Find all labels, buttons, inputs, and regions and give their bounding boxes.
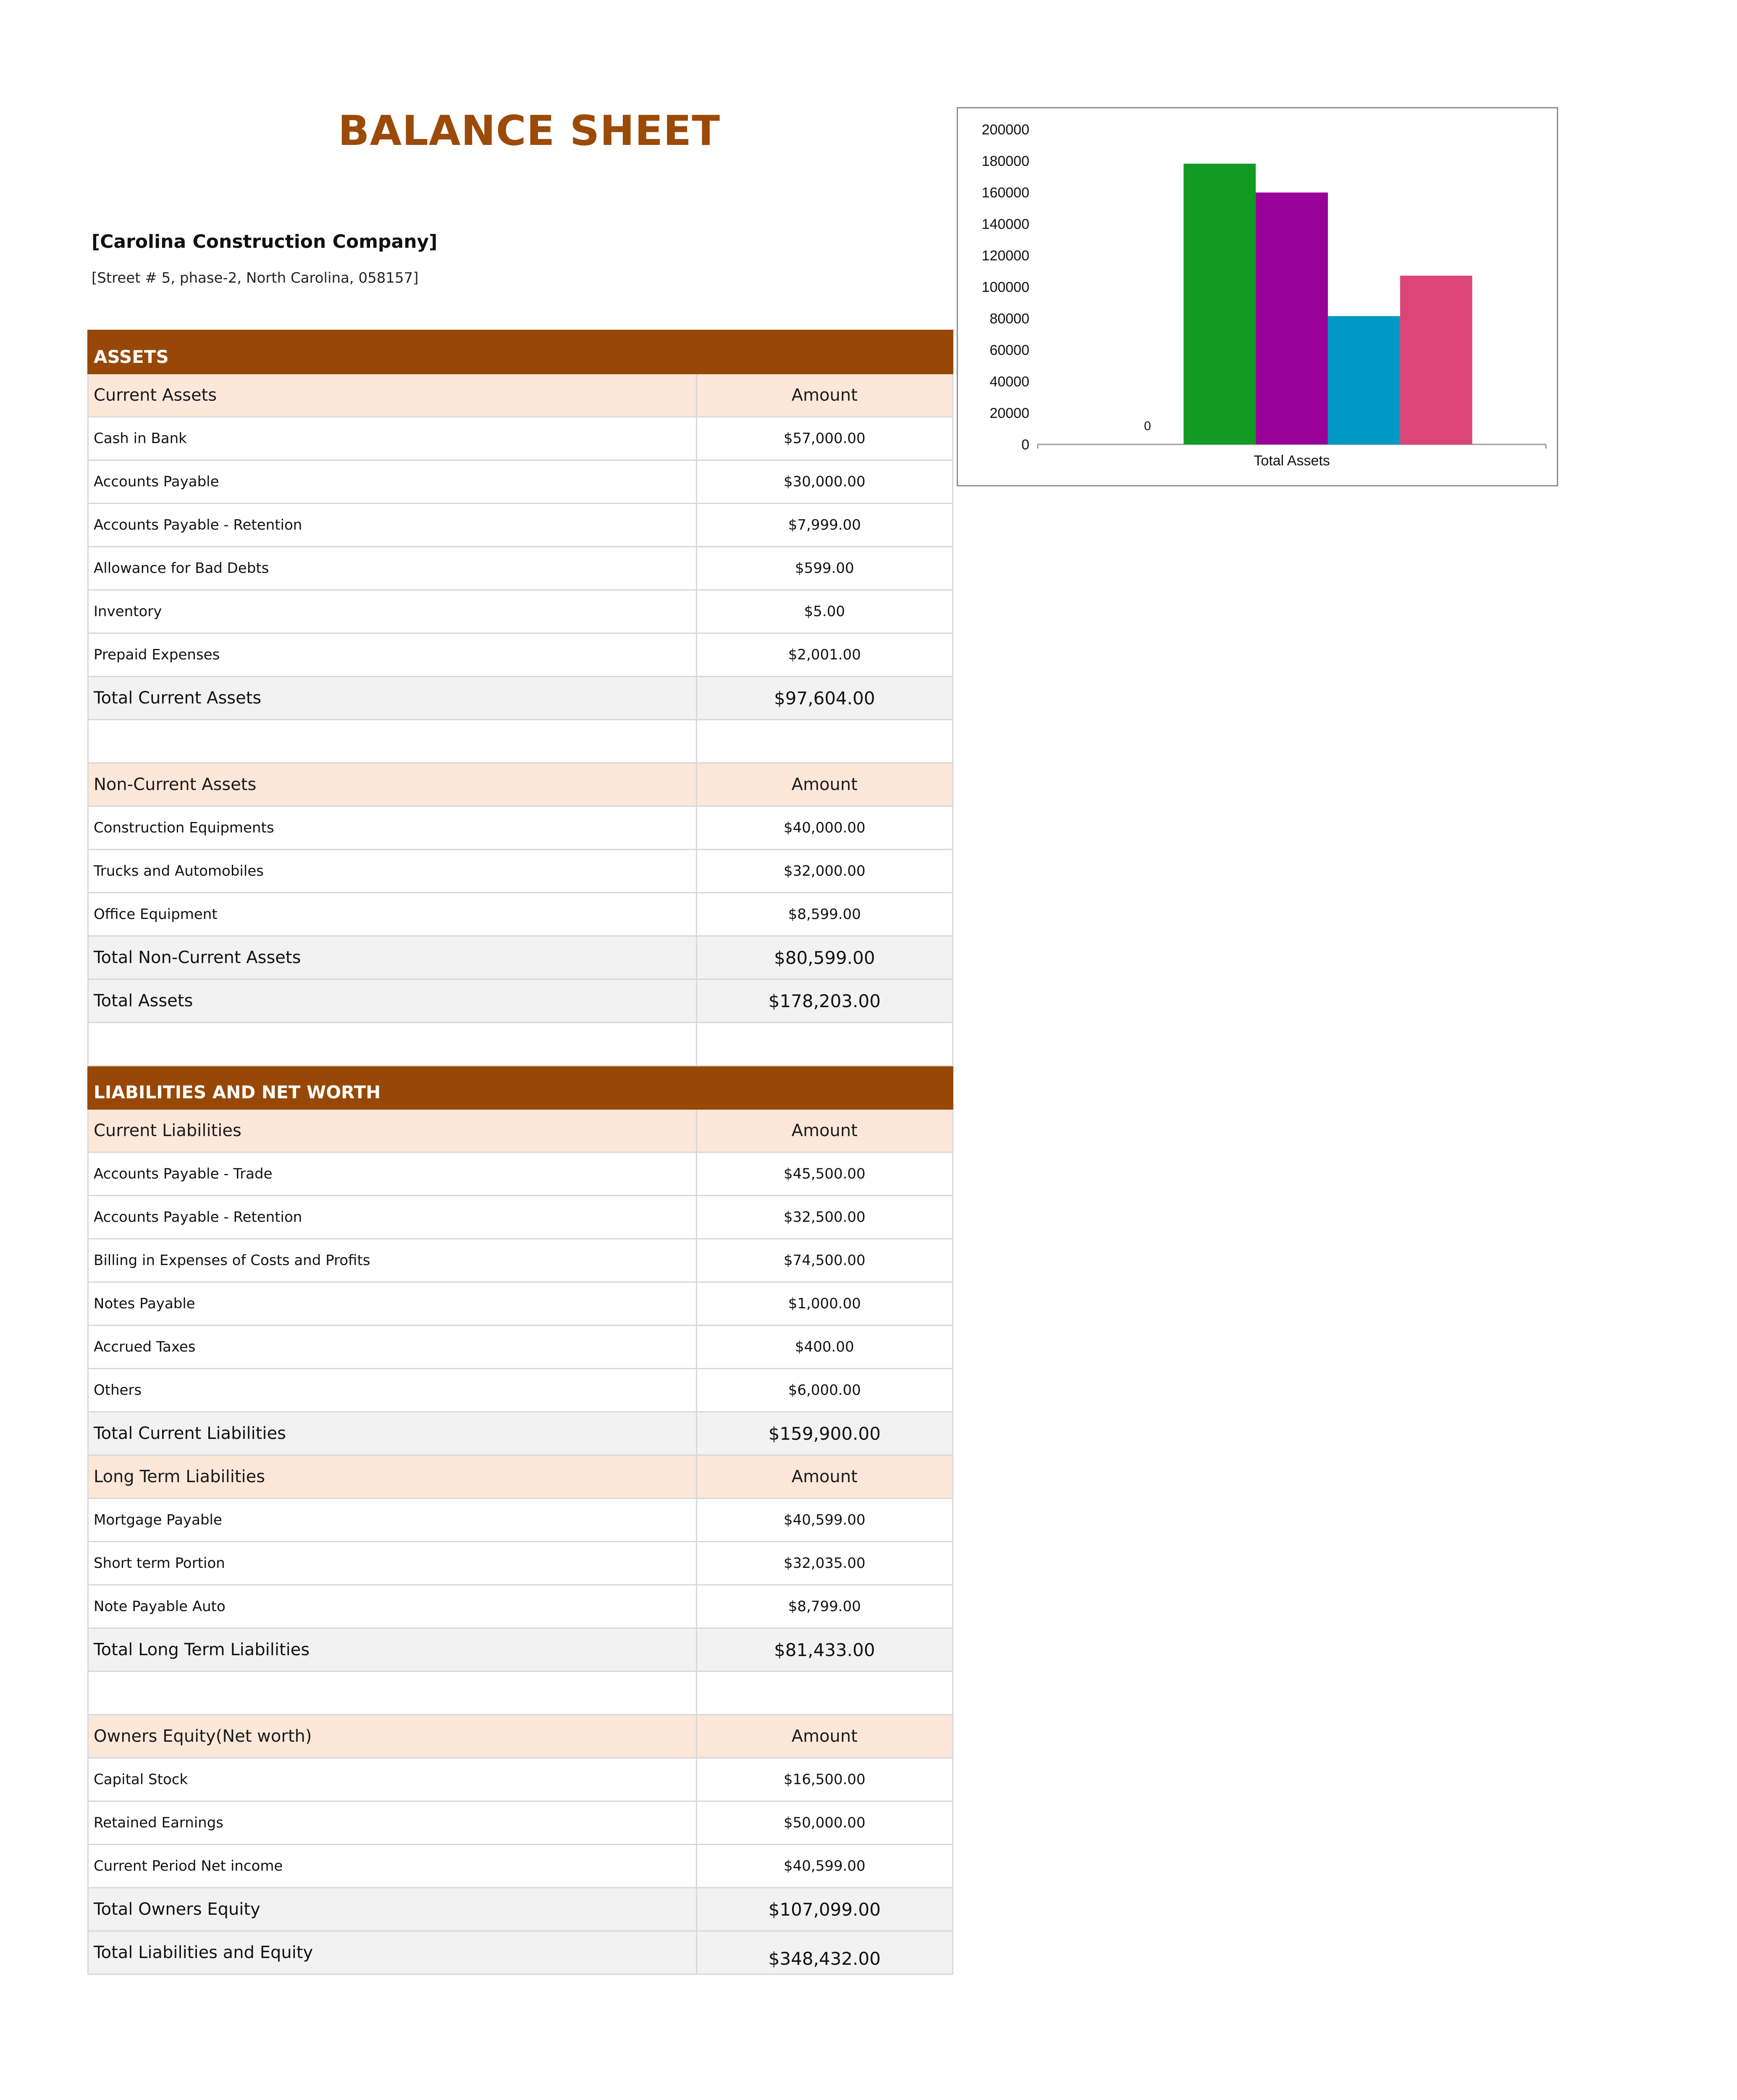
row-amount: $40,000.00 bbox=[696, 806, 952, 850]
row-amount: $2,001.00 bbox=[696, 633, 952, 677]
row-amount: $40,599.00 bbox=[696, 1845, 952, 1888]
row-label: Accounts Payable - Trade bbox=[88, 1152, 697, 1196]
table-row bbox=[88, 1542, 953, 1585]
total-row-current-liabilities bbox=[88, 1412, 953, 1455]
assets-chart bbox=[957, 107, 1558, 486]
row-label: Retained Earnings bbox=[88, 1801, 697, 1845]
row-label: Note Payable Auto bbox=[88, 1585, 697, 1628]
y-tick-label: 100000 bbox=[981, 279, 1029, 295]
y-tick-label: 160000 bbox=[981, 185, 1029, 201]
row-amount: $8,599.00 bbox=[696, 893, 952, 936]
row-label: Short term Portion bbox=[88, 1542, 697, 1585]
row-label: Notes Payable bbox=[88, 1282, 697, 1326]
y-tick-label: 180000 bbox=[981, 153, 1029, 169]
total-label: Total Current Liabilities bbox=[88, 1412, 697, 1455]
total-row-assets bbox=[88, 979, 953, 1023]
row-label: Construction Equipments bbox=[88, 806, 697, 850]
total-label: Total Non-Current Assets bbox=[88, 936, 697, 979]
y-tick-label: 200000 bbox=[981, 122, 1029, 138]
row-amount: $74,500.00 bbox=[696, 1239, 952, 1282]
bar-chart bbox=[958, 108, 1557, 485]
amount-header: Amount bbox=[696, 1109, 952, 1152]
row-label: Office Equipment bbox=[88, 893, 697, 936]
y-tick-label: 0 bbox=[1021, 437, 1029, 453]
bar bbox=[1328, 316, 1400, 444]
total-amount: $348,432.00 bbox=[696, 1931, 952, 1974]
row-amount: $32,035.00 bbox=[696, 1542, 952, 1585]
page-title: BALANCE SHEET bbox=[338, 107, 721, 155]
row-label: Accrued Taxes bbox=[88, 1326, 697, 1369]
table-row bbox=[88, 547, 953, 590]
total-label: Total Long Term Liabilities bbox=[88, 1628, 697, 1672]
row-label: Accounts Payable - Retention bbox=[88, 504, 697, 547]
total-label: Total Owners Equity bbox=[88, 1888, 697, 1931]
balance-sheet-table bbox=[87, 330, 953, 1975]
blank-row bbox=[88, 1023, 953, 1066]
row-label: Capital Stock bbox=[88, 1758, 697, 1801]
row-amount: $599.00 bbox=[696, 547, 952, 590]
row-label: Others bbox=[88, 1369, 697, 1412]
amount-header: Amount bbox=[696, 1455, 952, 1499]
table-row bbox=[88, 1585, 953, 1628]
table-row bbox=[88, 417, 953, 460]
table-row bbox=[88, 1499, 953, 1542]
section-header-assets bbox=[88, 331, 953, 374]
table-row bbox=[88, 1801, 953, 1845]
table-row bbox=[88, 1152, 953, 1196]
row-label: Accounts Payable - Retention bbox=[88, 1196, 697, 1239]
y-tick-label: 80000 bbox=[989, 311, 1029, 327]
y-tick-label: 140000 bbox=[981, 216, 1029, 232]
data-label: 0 bbox=[1144, 419, 1151, 433]
blank-row bbox=[88, 1672, 953, 1715]
total-label: Total Assets bbox=[88, 979, 697, 1023]
company-address: [Street # 5, phase-2, North Carolina, 058157] bbox=[92, 270, 419, 286]
row-amount: $1,000.00 bbox=[696, 1282, 952, 1326]
row-amount: $40,599.00 bbox=[696, 1499, 952, 1542]
row-label: Inventory bbox=[88, 590, 697, 633]
row-amount: $30,000.00 bbox=[696, 460, 952, 504]
row-label: Billing in Expenses of Costs and Profits bbox=[88, 1239, 697, 1282]
row-amount: $50,000.00 bbox=[696, 1801, 952, 1845]
bar bbox=[1183, 164, 1256, 444]
y-tick-label: 120000 bbox=[981, 248, 1029, 264]
total-row-current-assets bbox=[88, 677, 953, 720]
table-row bbox=[88, 806, 953, 850]
subheader-non-current-assets bbox=[88, 763, 953, 806]
total-label: Total Current Assets bbox=[88, 677, 697, 720]
subheader-label: Owners Equity(Net worth) bbox=[88, 1715, 697, 1758]
row-amount: $32,500.00 bbox=[696, 1196, 952, 1239]
amount-header: Amount bbox=[696, 763, 952, 806]
row-amount: $6,000.00 bbox=[696, 1369, 952, 1412]
section-header-liabilities bbox=[88, 1066, 953, 1109]
row-label: Trucks and Automobiles bbox=[88, 850, 697, 893]
row-label: Cash in Bank bbox=[88, 417, 697, 460]
subheader-label: Current Liabilities bbox=[88, 1109, 697, 1152]
section-title: ASSETS bbox=[88, 331, 953, 374]
table-row bbox=[88, 1196, 953, 1239]
row-amount: $8,799.00 bbox=[696, 1585, 952, 1628]
blank-row bbox=[88, 720, 953, 763]
row-label: Prepaid Expenses bbox=[88, 633, 697, 677]
table-row bbox=[88, 504, 953, 547]
row-amount: $7,999.00 bbox=[696, 504, 952, 547]
subheader-label: Long Term Liabilities bbox=[88, 1455, 697, 1499]
row-label: Mortgage Payable bbox=[88, 1499, 697, 1542]
subheader-owners-equity bbox=[88, 1715, 953, 1758]
row-label: Accounts Payable bbox=[88, 460, 697, 504]
row-amount: $16,500.00 bbox=[696, 1758, 952, 1801]
total-row-liabilities-and-equity bbox=[88, 1931, 953, 1974]
amount-header: Amount bbox=[696, 1715, 952, 1758]
table-row bbox=[88, 633, 953, 677]
row-amount: $32,000.00 bbox=[696, 850, 952, 893]
total-amount: $80,599.00 bbox=[696, 936, 952, 979]
total-row-non-current-assets bbox=[88, 936, 953, 979]
y-tick-label: 20000 bbox=[989, 405, 1029, 421]
total-label: Total Liabilities and Equity bbox=[88, 1931, 697, 1974]
total-row-owners-equity bbox=[88, 1888, 953, 1931]
y-tick-label: 40000 bbox=[989, 374, 1029, 390]
total-row-long-term-liabilities bbox=[88, 1628, 953, 1672]
total-amount: $178,203.00 bbox=[696, 979, 952, 1023]
table-row bbox=[88, 893, 953, 936]
table-row bbox=[88, 1758, 953, 1801]
company-name: [Carolina Construction Company] bbox=[92, 231, 438, 252]
subheader-long-term-liabilities bbox=[88, 1455, 953, 1499]
subheader-current-assets bbox=[88, 374, 953, 417]
row-amount: $57,000.00 bbox=[696, 417, 952, 460]
row-label: Current Period Net income bbox=[88, 1845, 697, 1888]
table-row bbox=[88, 1369, 953, 1412]
table-row bbox=[88, 1282, 953, 1326]
subheader-label: Current Assets bbox=[88, 374, 697, 417]
row-amount: $400.00 bbox=[696, 1326, 952, 1369]
table-row bbox=[88, 1239, 953, 1282]
y-tick-label: 60000 bbox=[989, 342, 1029, 358]
amount-header: Amount bbox=[696, 374, 952, 417]
total-amount: $107,099.00 bbox=[696, 1888, 952, 1931]
table-row bbox=[88, 590, 953, 633]
table-row bbox=[88, 1845, 953, 1888]
total-amount: $159,900.00 bbox=[696, 1412, 952, 1455]
bar bbox=[1400, 276, 1472, 444]
total-amount: $81,433.00 bbox=[696, 1628, 952, 1672]
section-title: LIABILITIES AND NET WORTH bbox=[88, 1066, 953, 1109]
bar bbox=[1256, 192, 1328, 444]
row-amount: $45,500.00 bbox=[696, 1152, 952, 1196]
table-row bbox=[88, 1326, 953, 1369]
x-tick-label: Total Assets bbox=[1254, 453, 1330, 469]
table-row bbox=[88, 460, 953, 504]
table-row bbox=[88, 850, 953, 893]
subheader-current-liabilities bbox=[88, 1109, 953, 1152]
subheader-label: Non-Current Assets bbox=[88, 763, 697, 806]
row-label: Allowance for Bad Debts bbox=[88, 547, 697, 590]
row-amount: $5.00 bbox=[696, 590, 952, 633]
total-amount: $97,604.00 bbox=[696, 677, 952, 720]
